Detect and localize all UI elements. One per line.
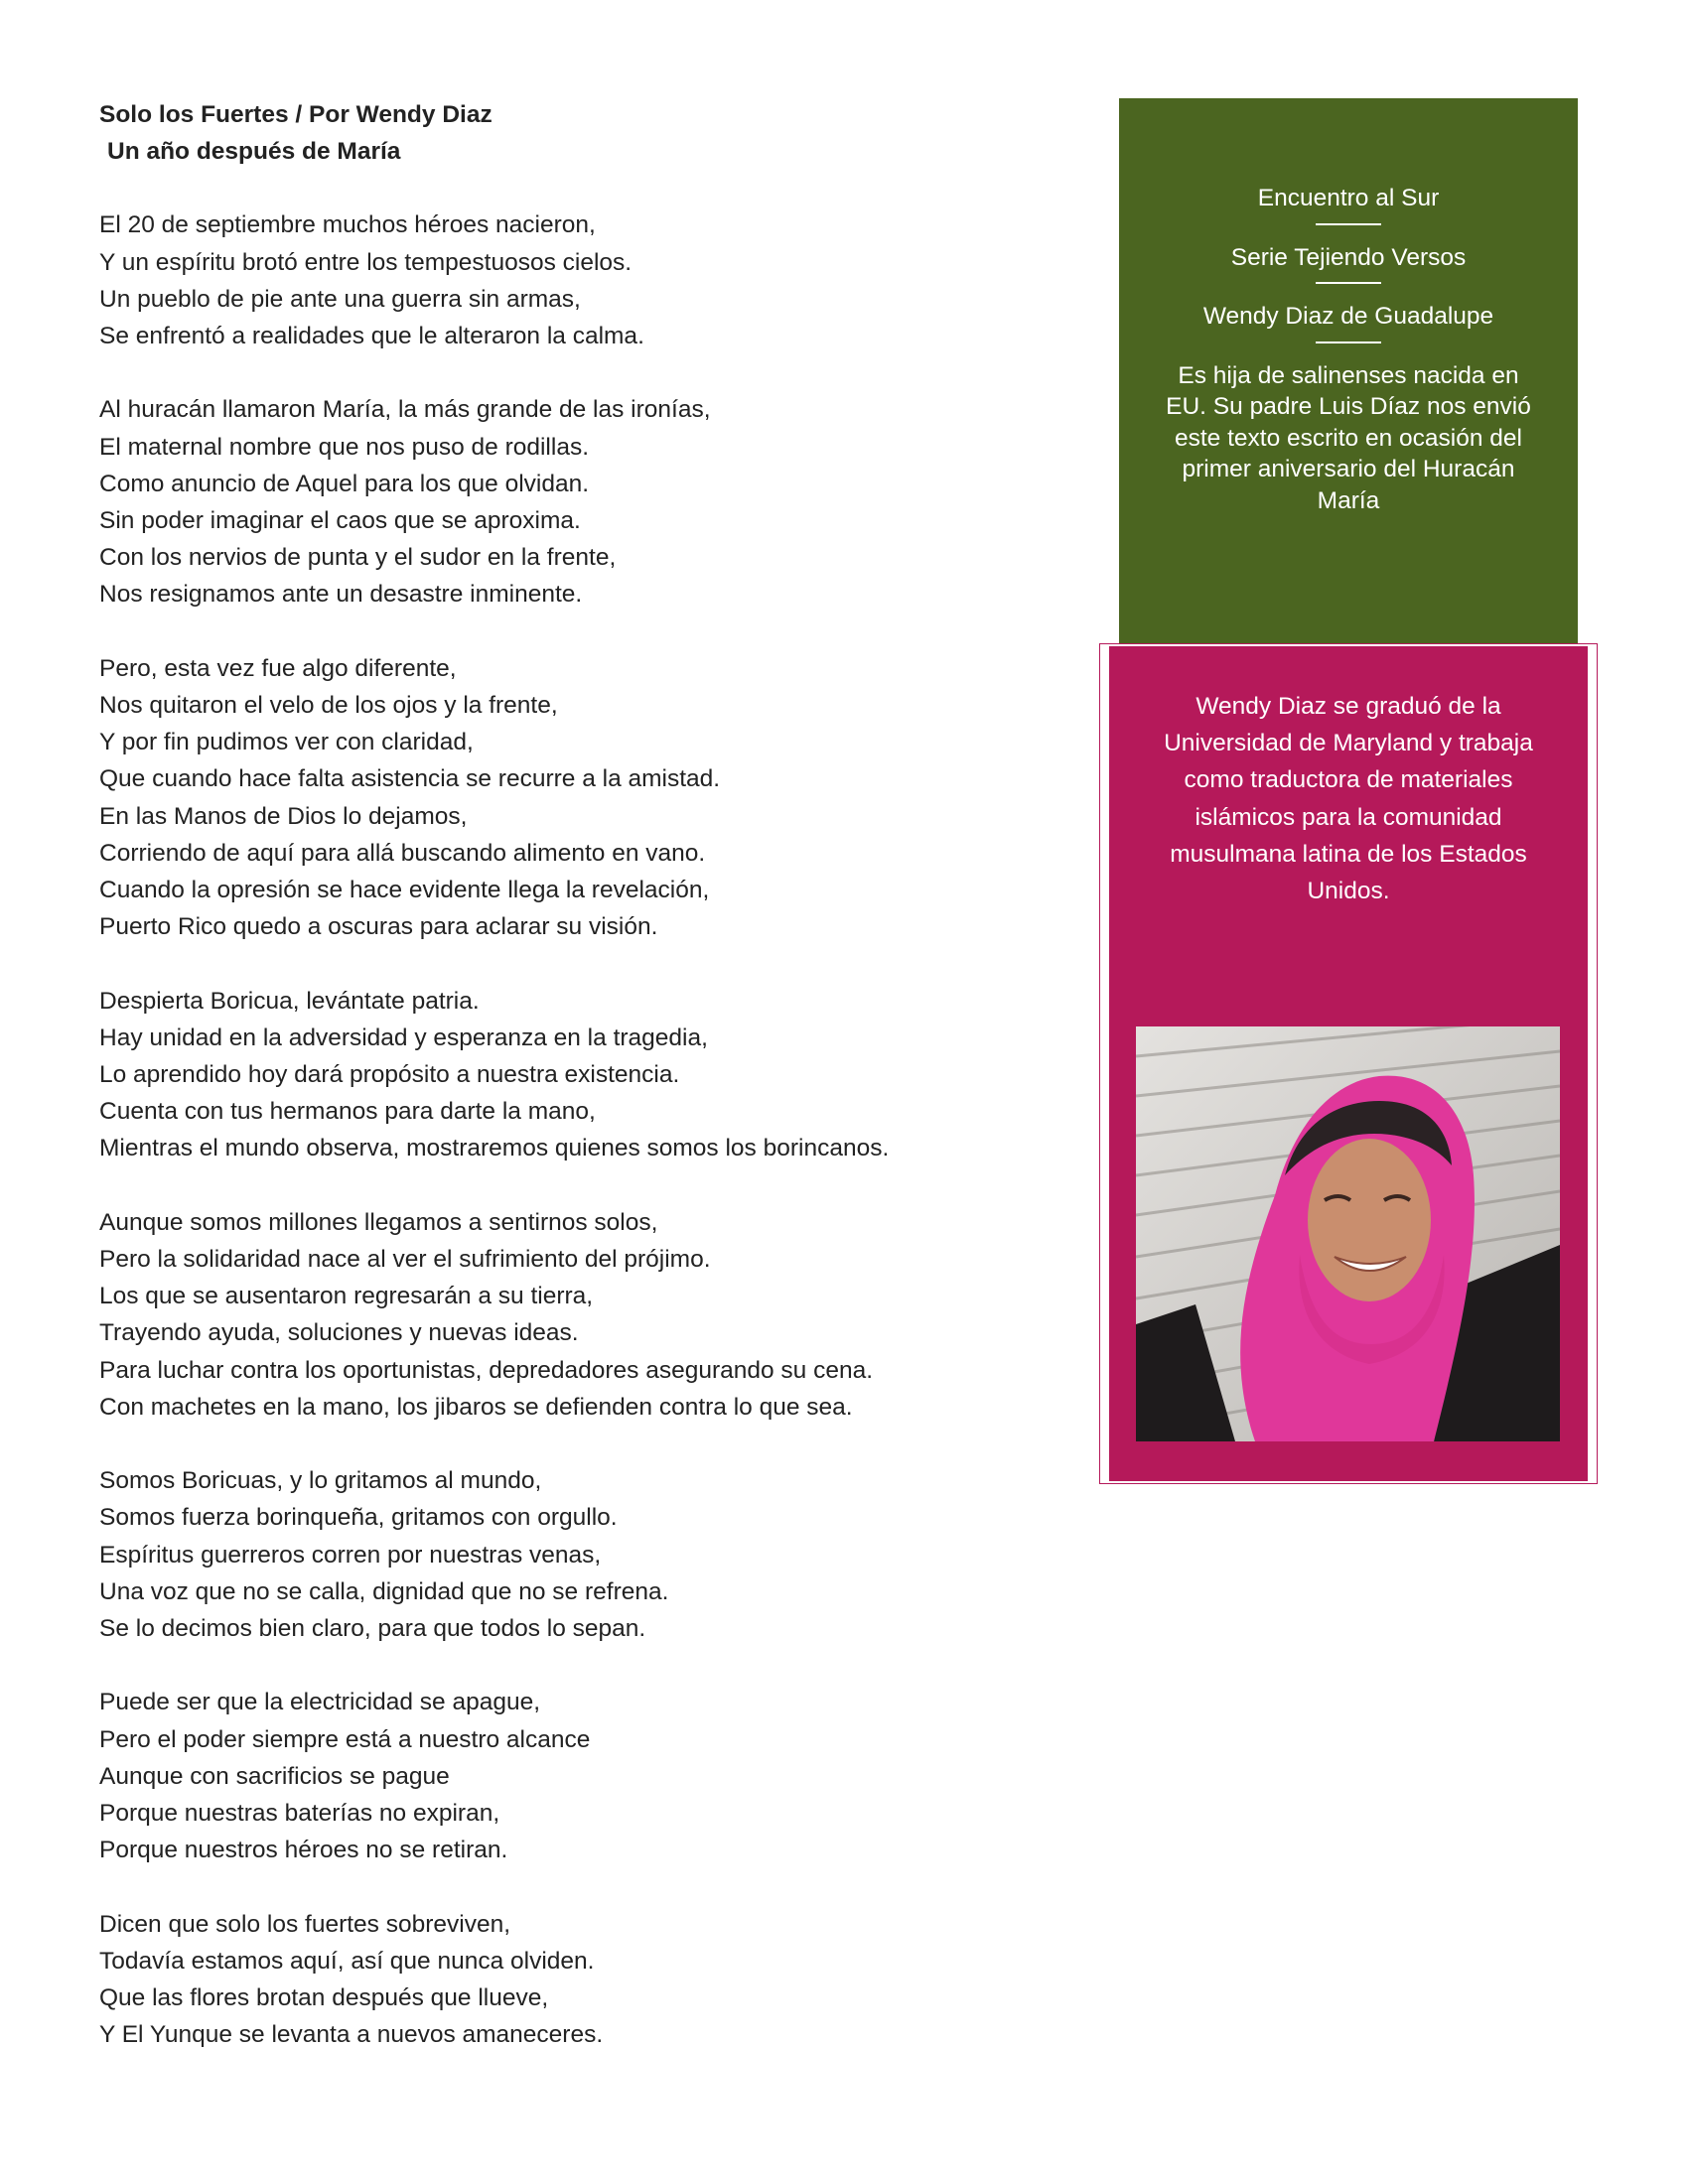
- poem-line: Pero el poder siempre está a nuestro alcance: [99, 1725, 591, 1753]
- section-name: Encuentro al Sur: [1257, 185, 1440, 211]
- poem-stanza: [99, 1204, 1053, 1426]
- poem-stanza: [99, 650, 1053, 946]
- poem-line: Un pueblo de pie ante una guerra sin armas,: [99, 285, 581, 313]
- divider: [1316, 223, 1381, 225]
- bio-box: [1109, 646, 1588, 1481]
- poem-line: Trayendo ayuda, soluciones y nuevas ideas.: [99, 1319, 579, 1347]
- poem-line: Aunque con sacrificios se pague: [99, 1762, 450, 1790]
- poem-line: Somos Boricuas, y lo gritamos al mundo,: [99, 1467, 542, 1495]
- poem-line: Mientras el mundo observa, mostraremos quienes somos los borincanos.: [99, 1135, 890, 1162]
- poem-line: Una voz que no se calla, dignidad que no se refrena.: [99, 1577, 669, 1605]
- poem-line: Y El Yunque se levanta a nuevos amaneceres.: [99, 2021, 604, 2049]
- poem-line: Los que se ausentaron regresarán a su tierra,: [99, 1283, 594, 1310]
- poem-line: Pero la solidaridad nace al ver el sufrimiento del prójimo.: [99, 1246, 711, 1274]
- poem-line: Despierta Boricua, levántate patria.: [99, 987, 480, 1015]
- poem-stanza: [99, 983, 1053, 1167]
- poem: [99, 96, 1053, 2091]
- poem-line: Al huracán llamaron María, la más grande de las ironías,: [99, 396, 711, 424]
- poem-line: Puerto Rico quedo a oscuras para aclarar su visión.: [99, 913, 658, 941]
- poem-line: Dicen que solo los fuertes sobreviven,: [99, 1910, 510, 1938]
- poem-line: Que las flores brotan después que llueve,: [99, 1984, 549, 2012]
- poem-line: Pero, esta vez fue algo diferente,: [99, 654, 457, 682]
- poem-heading: [99, 96, 1053, 170]
- poem-line: Corriendo de aquí para allá buscando alimento en vano.: [99, 839, 706, 867]
- poem-line: Con machetes en la mano, los jibaros se defienden contra lo que sea.: [99, 1393, 853, 1421]
- poem-title: Solo los Fuertes / Por Wendy Diaz: [99, 101, 492, 128]
- poem-stanza: [99, 391, 1053, 613]
- author-bio: Wendy Diaz se graduó de la Universidad de Maryland y trabaja como traductora de materiales islámicos para la comunidad musulmana latina de los Estados Unidos.: [1164, 693, 1533, 905]
- divider: [1316, 341, 1381, 343]
- poem-line: Hay unidad en la adversidad y esperanza en la tragedia,: [99, 1024, 708, 1051]
- poem-line: Para luchar contra los oportunistas, depredadores asegurando su cena.: [99, 1356, 874, 1384]
- author-name: Wendy Diaz de Guadalupe: [1202, 303, 1494, 330]
- poem-stanza: [99, 1684, 1053, 1868]
- poem-stanza: [99, 1462, 1053, 1647]
- poem-line: Con los nervios de punta y el sudor en la frente,: [99, 544, 617, 572]
- poem-line: Se lo decimos bien claro, para que todos lo sepan.: [99, 1615, 646, 1643]
- poem-line: Todavía estamos aquí, así que nunca olviden.: [99, 1947, 595, 1975]
- poem-line: Se enfrentó a realidades que le alteraron la calma.: [99, 323, 644, 350]
- poem-line: Cuenta con tus hermanos para darte la mano,: [99, 1098, 596, 1126]
- series-name: Serie Tejiendo Versos: [1230, 243, 1467, 271]
- poem-line: Cuando la opresión se hace evidente llega la revelación,: [99, 877, 710, 904]
- poem-line: El maternal nombre que nos puso de rodillas.: [99, 433, 590, 461]
- divider: [1316, 282, 1381, 284]
- author-photo: [1136, 1026, 1560, 1441]
- poem-line: Como anuncio de Aquel para los que olvidan.: [99, 470, 590, 497]
- poem-line: Y por fin pudimos ver con claridad,: [99, 729, 474, 756]
- poem-line: Puede ser que la electricidad se apague,: [99, 1689, 541, 1716]
- poem-line: El 20 de septiembre muchos héroes nacieron,: [99, 211, 596, 239]
- poem-line: Nos resignamos ante un desastre inminente.: [99, 581, 583, 609]
- poem-line: Espíritus guerreros corren por nuestras venas,: [99, 1541, 602, 1569]
- poem-line: Porque nuestras baterías no expiran,: [99, 1800, 500, 1828]
- poem-stanza: [99, 1906, 1053, 2054]
- poem-subtitle: Un año después de María: [107, 138, 401, 166]
- series-info-box: [1119, 98, 1578, 643]
- poem-line: Porque nuestros héroes no se retiran.: [99, 1837, 508, 1864]
- poem-line: Aunque somos millones llegamos a sentirnos solos,: [99, 1208, 658, 1236]
- poem-line: Lo aprendido hoy dará propósito a nuestra existencia.: [99, 1061, 680, 1089]
- poem-line: Que cuando hace falta asistencia se recurre a la amistad.: [99, 765, 721, 793]
- author-description: Es hija de salinenses nacida en EU. Su padre Luis Díaz nos envió este texto escrito en ocasión del primer aniversario del Huracán María: [1166, 361, 1531, 514]
- poem-stanza: [99, 206, 1053, 354]
- poem-line: Nos quitaron el velo de los ojos y la frente,: [99, 692, 558, 720]
- poem-line: Somos fuerza borinqueña, gritamos con orgullo.: [99, 1504, 618, 1532]
- poem-line: En las Manos de Dios lo dejamos,: [99, 802, 468, 830]
- poem-line: Sin poder imaginar el caos que se aproxima.: [99, 507, 581, 535]
- poem-stanzas: [99, 206, 1053, 2053]
- poem-line: Y un espíritu brotó entre los tempestuosos cielos.: [99, 248, 633, 276]
